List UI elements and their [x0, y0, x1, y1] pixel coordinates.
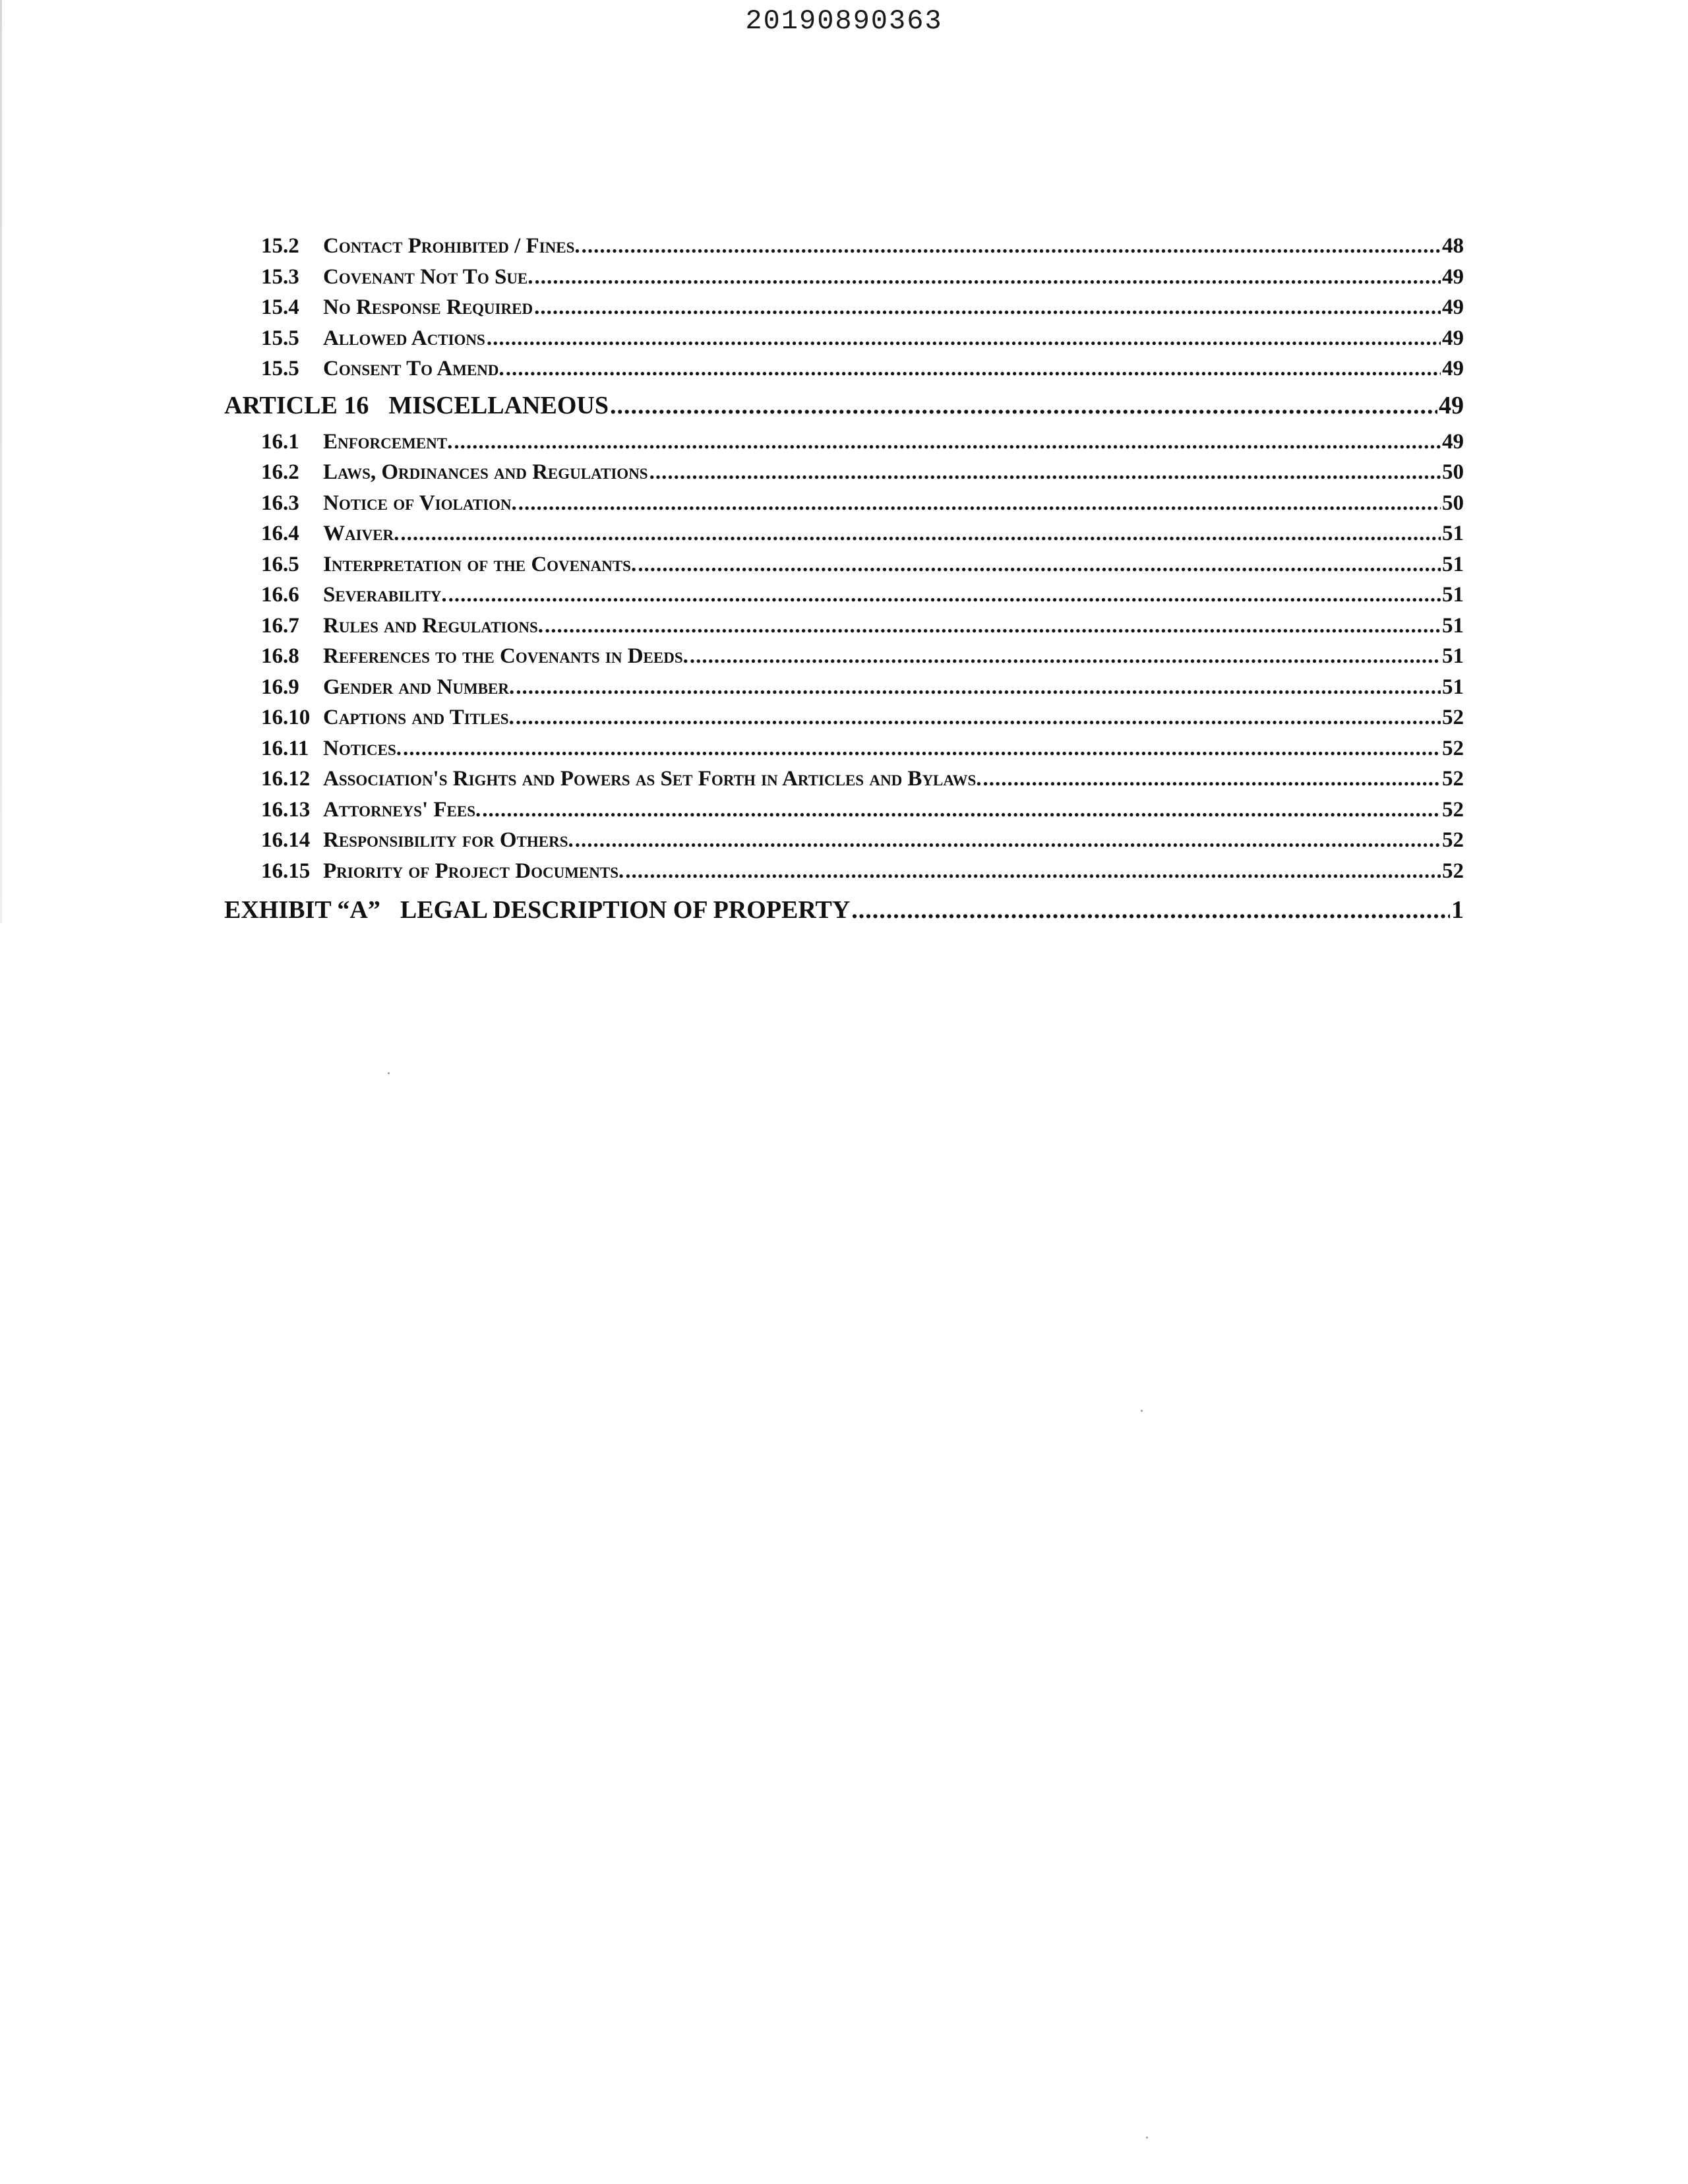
toc-entry-page: 52	[1442, 797, 1464, 822]
toc-entry-15-5-allowed	[224, 323, 1464, 354]
dot-leader	[534, 292, 1441, 323]
dot-leader	[575, 825, 1441, 856]
toc-entry-title: Contact Prohibited / Fines.	[323, 234, 580, 258]
toc-entry-16-10	[224, 702, 1464, 733]
toc-article-number: ARTICLE 16	[224, 391, 369, 419]
toc-entry-page: 52	[1442, 736, 1464, 760]
toc-entry-title: Consent To Amend.	[323, 357, 504, 380]
toc-entry-number: 16.8	[261, 644, 299, 668]
toc-entry-title: Captions and Titles.	[323, 706, 514, 729]
toc-entry-page: 48	[1442, 234, 1464, 258]
dot-leader	[545, 611, 1441, 642]
scan-speck	[388, 1072, 390, 1074]
toc-entry-15-2	[224, 231, 1464, 262]
toc-entry-title: References to the Covenants in Deeds.	[323, 644, 688, 668]
dot-leader	[582, 231, 1441, 262]
toc-entry-number: 16.1	[261, 429, 299, 454]
toc-entry-title: Responsibility for Others.	[323, 828, 574, 852]
toc-entry-15-5-consent	[224, 353, 1464, 384]
toc-entry-number: 16.14	[261, 828, 311, 852]
toc-entry-number: 16.9	[261, 675, 299, 699]
dot-leader	[610, 384, 1437, 427]
toc-entry-page: 51	[1442, 613, 1464, 638]
toc-article-page: 49	[1439, 391, 1464, 419]
toc-entry-16-12	[224, 764, 1464, 795]
toc-entry-title: No Response Required	[323, 295, 533, 319]
toc-entry-16-6	[224, 580, 1464, 611]
toc-entry-title: Notices.	[323, 736, 402, 760]
toc-entry-number: 16.15	[261, 859, 311, 883]
dot-leader	[983, 764, 1441, 795]
toc-entry-page: 49	[1442, 295, 1464, 319]
dot-leader	[638, 549, 1441, 580]
toc-entry-number: 16.13	[261, 797, 311, 822]
toc-entry-page: 50	[1442, 491, 1464, 515]
toc-entry-number: 16.11	[261, 736, 309, 760]
toc-exhibit-page: 1	[1451, 896, 1464, 924]
toc-entry-title: Association's Rights and Powers as Set Forth in Articles and Bylaws.	[323, 767, 982, 791]
dot-leader	[454, 427, 1441, 458]
toc-entry-page: 52	[1442, 859, 1464, 883]
toc-entry-title: Severability.	[323, 583, 447, 607]
toc-entry-16-3	[224, 488, 1464, 519]
toc-entry-title: Allowed Actions	[323, 326, 485, 350]
toc-entry-number: 16.10	[261, 706, 311, 729]
toc-entry-16-7	[224, 611, 1464, 642]
dot-leader	[518, 488, 1441, 519]
toc-entry-number: 15.2	[261, 234, 299, 258]
toc-entry-page: 50	[1442, 460, 1464, 484]
scan-speck	[1146, 2137, 1148, 2138]
toc-entry-title: Attorneys' Fees.	[323, 797, 481, 822]
toc-entry-number: 16.12	[261, 767, 311, 791]
dot-leader	[516, 672, 1441, 703]
toc-exhibit-title: LEGAL DESCRIPTION OF PROPERTY	[400, 896, 851, 924]
toc-entry-16-5	[224, 549, 1464, 580]
toc-entry-16-11	[224, 733, 1464, 764]
dot-leader	[403, 733, 1441, 764]
toc-entry-16-14	[224, 825, 1464, 856]
toc-entry-number: 16.3	[261, 491, 299, 515]
toc-entry-page: 51	[1442, 675, 1464, 699]
toc-entry-page: 49	[1442, 429, 1464, 454]
toc-entry-16-8	[224, 641, 1464, 672]
dot-leader	[690, 641, 1441, 672]
toc-entry-number: 16.6	[261, 583, 299, 607]
toc-entry-title: Gender and Number.	[323, 675, 515, 699]
toc-entry-15-4	[224, 292, 1464, 323]
dot-leader	[851, 886, 1450, 934]
toc-entry-page: 49	[1442, 357, 1464, 380]
toc-article-title: MISCELLANEOUS	[388, 391, 609, 419]
dot-leader	[649, 457, 1441, 488]
toc-article-16	[224, 384, 1464, 427]
dot-leader	[506, 353, 1441, 384]
toc-entry-number: 16.2	[261, 460, 299, 484]
scan-edge	[0, 0, 2, 923]
dot-leader	[482, 795, 1441, 826]
toc-entry-number: 16.4	[261, 522, 299, 545]
toc-entry-title: Covenant Not To Sue.	[323, 264, 533, 289]
toc-entry-number: 16.7	[261, 613, 299, 638]
toc-exhibit-a	[224, 886, 1464, 934]
toc-entry-number: 15.3	[261, 264, 299, 289]
scan-speck	[1141, 1410, 1143, 1412]
toc-entry-number: 15.5	[261, 326, 299, 350]
toc-entry-title: Waiver.	[323, 522, 400, 545]
document-number: 20190890363	[745, 5, 943, 37]
toc-entry-15-3	[224, 262, 1464, 293]
toc-entry-page: 51	[1442, 522, 1464, 545]
toc-entry-16-1	[224, 427, 1464, 458]
toc-entry-number: 15.5	[261, 357, 299, 380]
toc-entry-title: Notice of Violation.	[323, 491, 517, 515]
toc-entry-page: 49	[1442, 326, 1464, 350]
toc-entry-title: Laws, Ordinances and Regulations	[323, 460, 648, 484]
toc-entry-title: Interpretation of the Covenants.	[323, 552, 637, 576]
toc-entry-page: 52	[1442, 828, 1464, 852]
dot-leader	[400, 518, 1441, 549]
toc-entry-16-9	[224, 672, 1464, 703]
toc-entry-number: 15.4	[261, 295, 299, 319]
toc-entry-page: 49	[1442, 264, 1464, 289]
toc-entry-16-4	[224, 518, 1464, 549]
dot-leader	[535, 262, 1441, 293]
toc-exhibit-label: EXHIBIT “A”	[224, 896, 380, 924]
toc-entry-title: Enforcement.	[323, 429, 453, 454]
toc-entry-page: 52	[1442, 706, 1464, 729]
dot-leader	[625, 856, 1441, 887]
table-of-contents	[224, 231, 1464, 934]
dot-leader	[516, 702, 1441, 733]
toc-entry-16-2	[224, 457, 1464, 488]
toc-entry-page: 52	[1442, 767, 1464, 791]
dot-leader	[487, 323, 1441, 354]
toc-entry-title: Priority of Project Documents.	[323, 859, 624, 883]
toc-entry-page: 51	[1442, 583, 1464, 607]
toc-entry-16-13	[224, 795, 1464, 826]
dot-leader	[448, 580, 1441, 611]
toc-entry-16-15	[224, 856, 1464, 887]
toc-entry-title: Rules and Regulations.	[323, 613, 543, 638]
toc-entry-page: 51	[1442, 644, 1464, 668]
toc-entry-page: 51	[1442, 552, 1464, 576]
toc-entry-number: 16.5	[261, 552, 299, 576]
